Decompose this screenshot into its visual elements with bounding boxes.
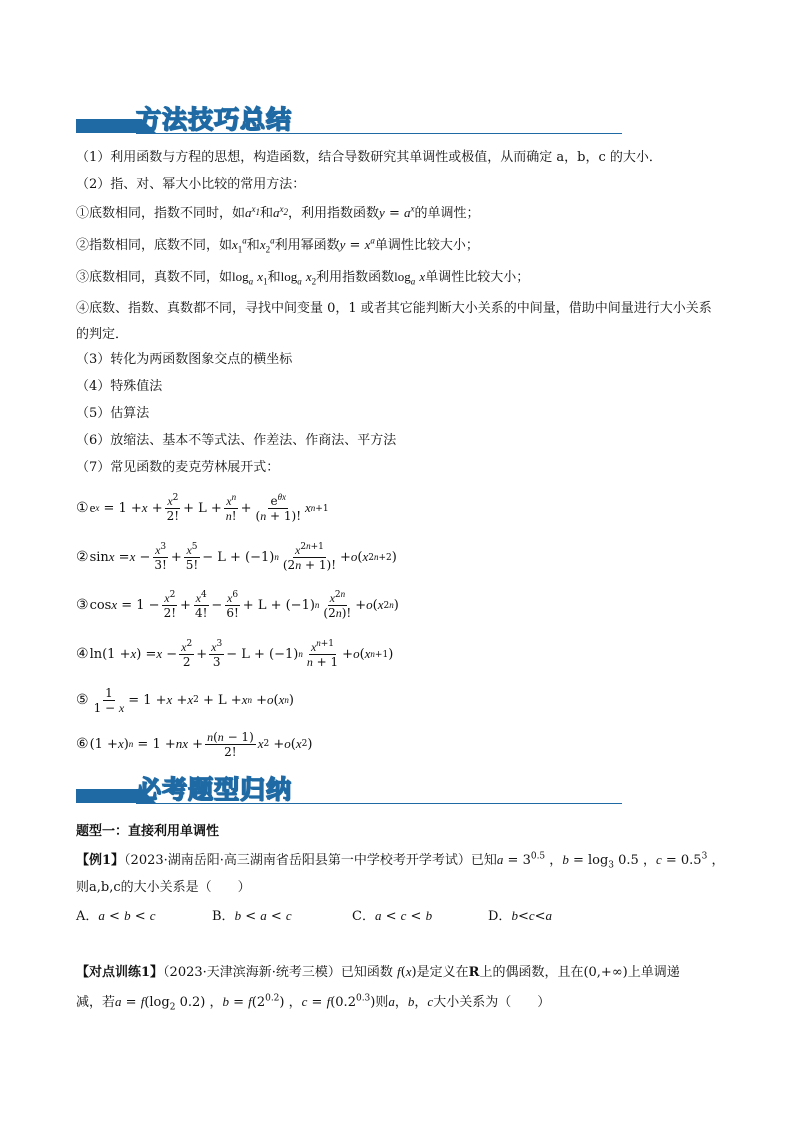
problem-type-1: 题型一：直接利用单调性: [76, 824, 220, 839]
option-a[interactable]: A．a < b < c: [76, 908, 156, 924]
section-title: 必考题型归纳: [136, 775, 293, 804]
option-b[interactable]: B．b < a < c: [212, 908, 292, 924]
example-1-question: 则a,b,c的大小关系是（ ）: [76, 880, 251, 895]
header-bar-decoration: [76, 789, 142, 803]
formula-ln: ④ ln(1 + x ) = x − $\frac{x^2}{2}$ + $\frac{x^3}{3}$ − L + (−1) n $\frac{x^{n+1}}{n + 1}$ + o ( x n+1 ): [76, 637, 394, 669]
method-point-3: （3）转化为两函数图象交点的横坐标: [76, 352, 293, 367]
method-point-2: （2）指、对、幂大小比较的常用方法：: [76, 177, 306, 192]
method-point-1: （1）利用函数与方程的思想，构造函数，结合导数研究其单调性或极值，从而确定 a，b，c 的大小．: [76, 150, 662, 165]
method-point-7: （7）常见函数的麦克劳林展开式：: [76, 460, 280, 475]
method-point-6: （6）放缩法、基本不等式法、作差法、作商法、平方法: [76, 433, 397, 448]
header-bar-decoration: [76, 119, 142, 133]
section-header-problem-types: [76, 766, 622, 806]
section-header-methods: [76, 96, 622, 136]
method-case-4: ④底数、指数、真数都不同，寻找中间变量 0，1 或者其它能判断大小关系的中间量，借助中间量进行大小关系的判定．: [76, 301, 712, 342]
example-1-options: [76, 906, 716, 927]
option-d[interactable]: D．b<c<a: [488, 908, 553, 924]
training-1: 【对点训练1】（2023·天津滨海新·统考三模）已知函数 f(x)是定义在R上的偶函数，且在(0,+∞)上单调递: [76, 964, 680, 980]
method-case-1: ①底数相同，指数不同时，如$a^{x_1}$和$a^{x_2}$，利用指数函数$y = a^x$的单调性；: [76, 203, 480, 221]
example-1: 【例1】（2023·湖南岳阳·高三湖南省岳阳县第一中学校考开学考试）已知$a = 3^{0.5}$ ，$b = \log_3 0.5$ ，$c = 0.5^3$ ，: [76, 851, 725, 871]
formula-exp: ① e x = 1 + x + $\frac{x^2}{2!}$ + L + $\frac{x^n}{n!}$ + $\frac{e^{\theta x}}{(n + 1)!}$ x n+1: [76, 491, 329, 523]
method-case-2: ②指数相同，底数不同，如$x_1^a$和$x_2^a$利用幂函数$y = x^a$单调性比较大小；: [76, 235, 479, 255]
method-case-3: ③底数相同，真数不同，如$\log_a x_1$和$\log_a x_2$利用指数函数$\log_a x$单调性比较大小；: [76, 269, 530, 287]
formula-geometric: ⑤ $\frac{1}{1 - x}$ = 1 + x + x 2 + L + x n + o ( x n ): [76, 685, 294, 715]
formula-sin: ② sin x = x − $\frac{x^3}{3!}$ + $\frac{x^5}{5!}$ − L + (−1) n $\frac{x^{2n+1}}{(2n + 1)!}$ + o ( x 2n+2 ): [76, 540, 397, 572]
method-point-5: （5）估算法: [76, 406, 150, 421]
formula-binomial: ⑥ (1 + x ) n = 1 + n x + $\frac{n(n - 1)}{2!}$ x 2 + o ( x 2 ): [76, 729, 313, 759]
option-c[interactable]: C．a < c < b: [352, 908, 433, 924]
method-point-4: （4）特殊值法: [76, 379, 163, 394]
section-title: 方法技巧总结: [136, 105, 293, 134]
training-1-line-2: 减，若$a = f(\log_2$ 0.2) ，$b = f(2^{0.2})$ ，$c = f(0.2^{0.3})$则a，b，c大小关系为（ ）: [76, 993, 551, 1013]
formula-cos: ③ cos x = 1 − $\frac{x^2}{2!}$ + $\frac{x^4}{4!}$ − $\frac{x^6}{6!}$ + L + (−1) n $\frac{x^{2n}}{(2n)!}$ + o ( x 2n ): [76, 588, 399, 620]
